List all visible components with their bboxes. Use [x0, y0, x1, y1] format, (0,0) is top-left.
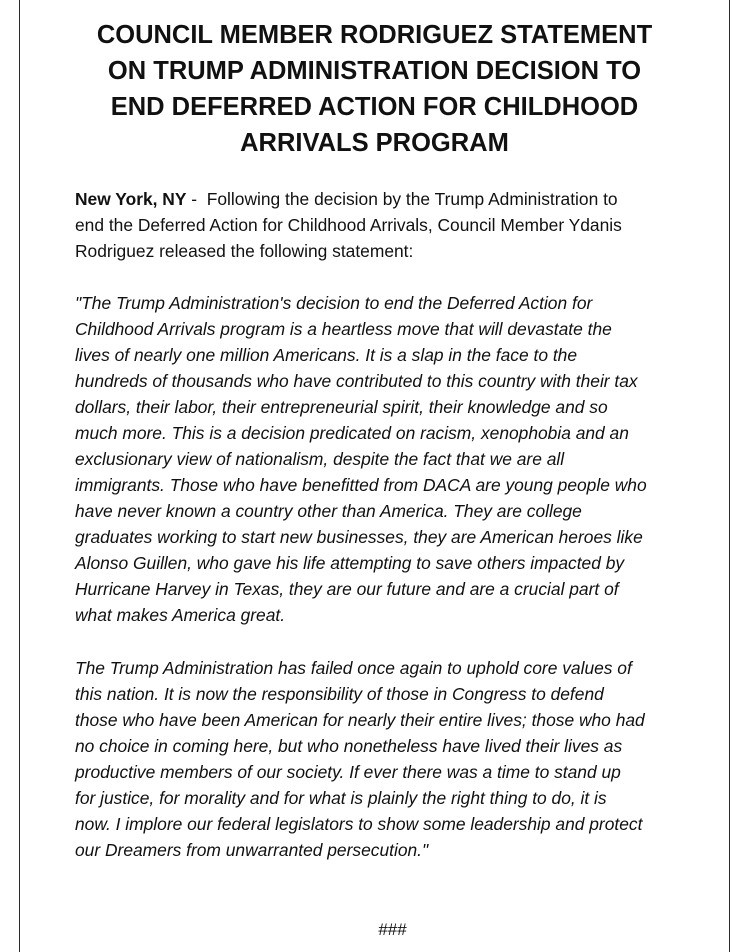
dateline: New York, NY — [75, 189, 187, 209]
quote-line: Alonso Guillen, who gave his life attempting to save others impacted by — [75, 553, 625, 573]
statement-page — [19, 0, 730, 952]
quote-line: now. I implore our federal legislators to show some leadership and protect — [75, 814, 643, 834]
quote-line: for justice, for morality and for what is plainly the right thing to do, it is — [75, 788, 607, 808]
quote-line: hundreds of thousands who have contributed to this country with their tax — [75, 371, 638, 391]
quote-line: no choice in coming here, but who nonetheless have lived their lives as — [75, 736, 623, 756]
quote-line: this nation. It is now the responsibility of those in Congress to defend — [75, 684, 604, 704]
intro-line — [75, 186, 725, 212]
title-line: END DEFERRED ACTION FOR CHILDHOOD — [110, 93, 639, 121]
quote-line: exclusionary view of nationalism, despite the fact that we are all — [75, 449, 565, 469]
intro-line: Rodriguez released the following statement: — [75, 241, 414, 261]
quote-line: graduates working to start new businesses, they are American heroes like — [75, 527, 643, 547]
dateline-separator: - — [186, 189, 207, 209]
title-line: ARRIVALS PROGRAM — [240, 129, 509, 157]
statement-title — [20, 17, 729, 161]
quote-line: lives of nearly one million Americans. It is a slap in the face to the — [75, 345, 577, 365]
quote-paragraph-1 — [75, 290, 725, 628]
quote-line: Childhood Arrivals program is a heartless move that will devastate the — [75, 319, 612, 339]
title-line: COUNCIL MEMBER RODRIGUEZ STATEMENT — [96, 21, 653, 49]
end-mark: ### — [378, 920, 407, 939]
quote-line: Hurricane Harvey in Texas, they are our future and are a crucial part of — [75, 579, 619, 599]
quote-line: have never known a country other than America. They are college — [75, 501, 582, 521]
quote-paragraph-2 — [75, 655, 725, 863]
quote-line: much more. This is a decision predicated on racism, xenophobia and an — [75, 423, 629, 443]
title-line: ON TRUMP ADMINISTRATION DECISION TO — [107, 57, 642, 85]
quote-line: productive members of our society. If ever there was a time to stand up — [75, 762, 621, 782]
intro-paragraph — [75, 186, 725, 264]
quote-line: The Trump Administration has failed once again to uphold core values of — [75, 658, 632, 678]
quote-line: those who have been American for nearly their entire lives; those who had — [75, 710, 645, 730]
intro-line: end the Deferred Action for Childhood Arrivals, Council Member Ydanis — [75, 215, 622, 235]
quote-line: immigrants. Those who have benefitted from DACA are young people who — [75, 475, 647, 495]
intro-text: Following the decision by the Trump Administration to — [206, 189, 618, 209]
quote-line: our Dreamers from unwarranted persecution." — [75, 840, 429, 860]
quote-line: "The Trump Administration's decision to end the Deferred Action for — [75, 293, 593, 313]
quote-line: what makes America great. — [75, 605, 286, 625]
quote-line: dollars, their labor, their entrepreneurial spirit, their knowledge and so — [75, 397, 608, 417]
